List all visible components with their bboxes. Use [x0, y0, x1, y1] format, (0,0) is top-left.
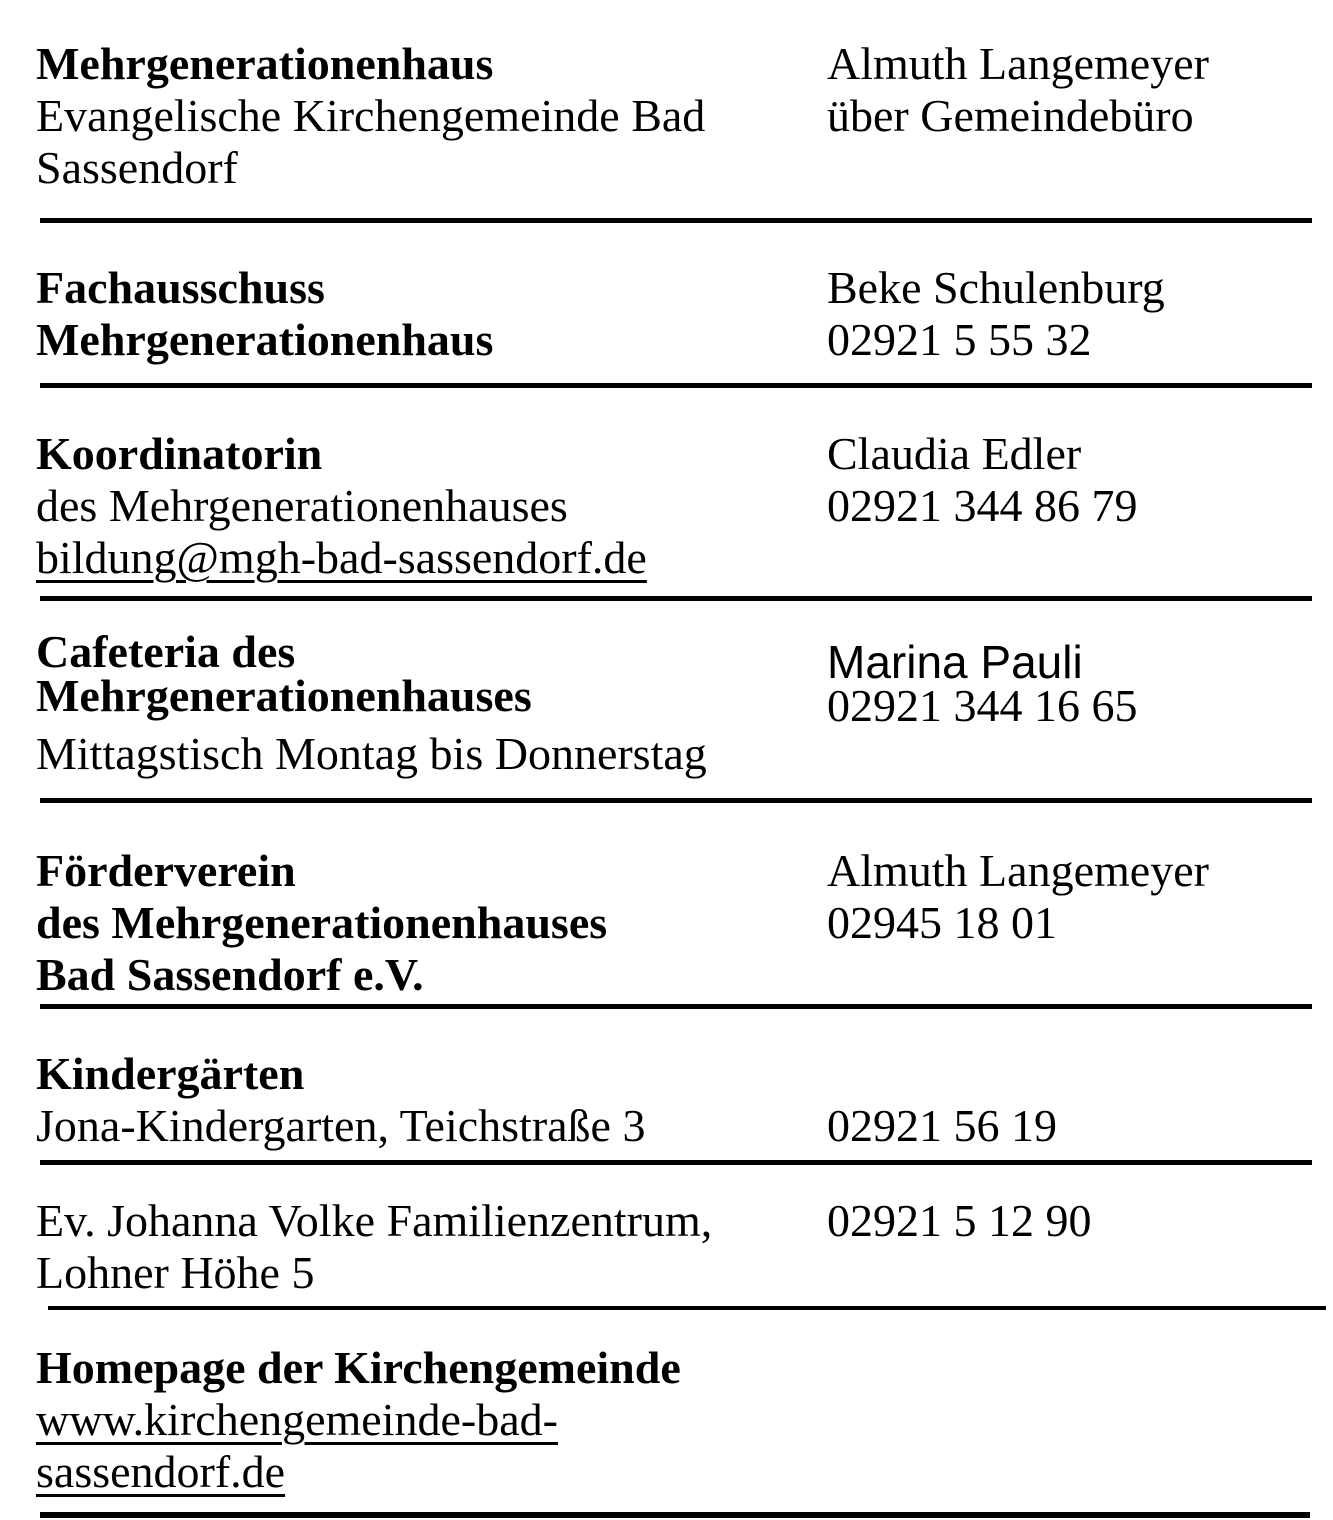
contact-phone: 02921 5 55 32 [827, 314, 1092, 365]
section-info [36, 626, 827, 780]
section-contact [827, 845, 1333, 1001]
section-contact [827, 38, 1333, 194]
contact-phone: 02921 5 12 90 [827, 1195, 1092, 1246]
org-title: Mehrgenerationenhaus [36, 38, 494, 89]
org-title: Koordinatorin [36, 428, 323, 479]
section-kindergaerten [36, 1009, 1333, 1160]
section-contact [827, 630, 1333, 780]
section-info [36, 845, 827, 1001]
section-info [36, 262, 827, 366]
contact-name: Almuth Langemeyer [827, 845, 1209, 896]
section-contact [827, 1048, 1333, 1152]
org-subtitle: Evangelische Kirchengemeinde Bad Sassendorf [36, 90, 706, 193]
section-contact [827, 428, 1333, 584]
org-title: Fachausschuss [36, 262, 325, 313]
org-subtitle: Ev. Johanna Volke Familienzentrum, Lohner Höhe 5 [36, 1195, 713, 1298]
contact-phone: 02921 344 86 79 [827, 480, 1138, 531]
org-subtitle: Jona-Kindergarten, Teichstraße 3 [36, 1100, 646, 1151]
contact-phone: 02921 56 19 [827, 1100, 1057, 1151]
section-info [36, 1195, 827, 1299]
contact-name: Marina Pauli [827, 636, 1083, 688]
contact-info: über Gemeindebüro [827, 90, 1194, 141]
org-title-line3: Bad Sassendorf e.V. [36, 949, 424, 1000]
org-title: Kindergärten [36, 1048, 305, 1099]
org-subtitle: des Mehrgenerationenhauses [36, 480, 568, 531]
section-info [36, 38, 827, 194]
contact-phone: 02921 344 16 65 [827, 680, 1138, 731]
section-familienzentrum [36, 1165, 1333, 1306]
org-title: Cafeteria des Mehrgenerationenhauses [36, 626, 532, 721]
section-homepage [36, 1310, 1333, 1512]
section-fachausschuss [36, 223, 1333, 383]
contact-name: Almuth Langemeyer [827, 38, 1209, 89]
section-info [36, 1342, 827, 1498]
contact-name: Claudia Edler [827, 428, 1082, 479]
section-info [36, 1048, 827, 1152]
section-contact [827, 262, 1333, 366]
section-mehrgenerationenhaus [36, 38, 1333, 218]
org-title: Homepage der Kirchengemeinde [36, 1342, 681, 1393]
section-cafeteria [36, 601, 1333, 798]
section-contact [827, 1342, 1333, 1498]
homepage-link[interactable]: www.kirchengemeinde-bad-sassendorf.de [36, 1394, 558, 1497]
section-koordinatorin [36, 388, 1333, 596]
section-contact [827, 1195, 1333, 1299]
contact-name: Beke Schulenburg [827, 262, 1165, 313]
org-subtitle: Mittagstisch Montag bis Donnerstag [36, 728, 707, 779]
org-title-line2: des Mehrgenerationenhauses [36, 897, 608, 948]
org-title-line2: Mehrgenerationenhaus [36, 314, 494, 365]
section-foerderverein [36, 803, 1333, 1004]
divider [40, 1512, 1310, 1518]
email-link[interactable]: bildung@mgh-bad-sassendorf.de [36, 532, 647, 583]
org-title: Förderverein [36, 845, 296, 896]
section-info [36, 428, 827, 584]
contact-phone: 02945 18 01 [827, 897, 1057, 948]
